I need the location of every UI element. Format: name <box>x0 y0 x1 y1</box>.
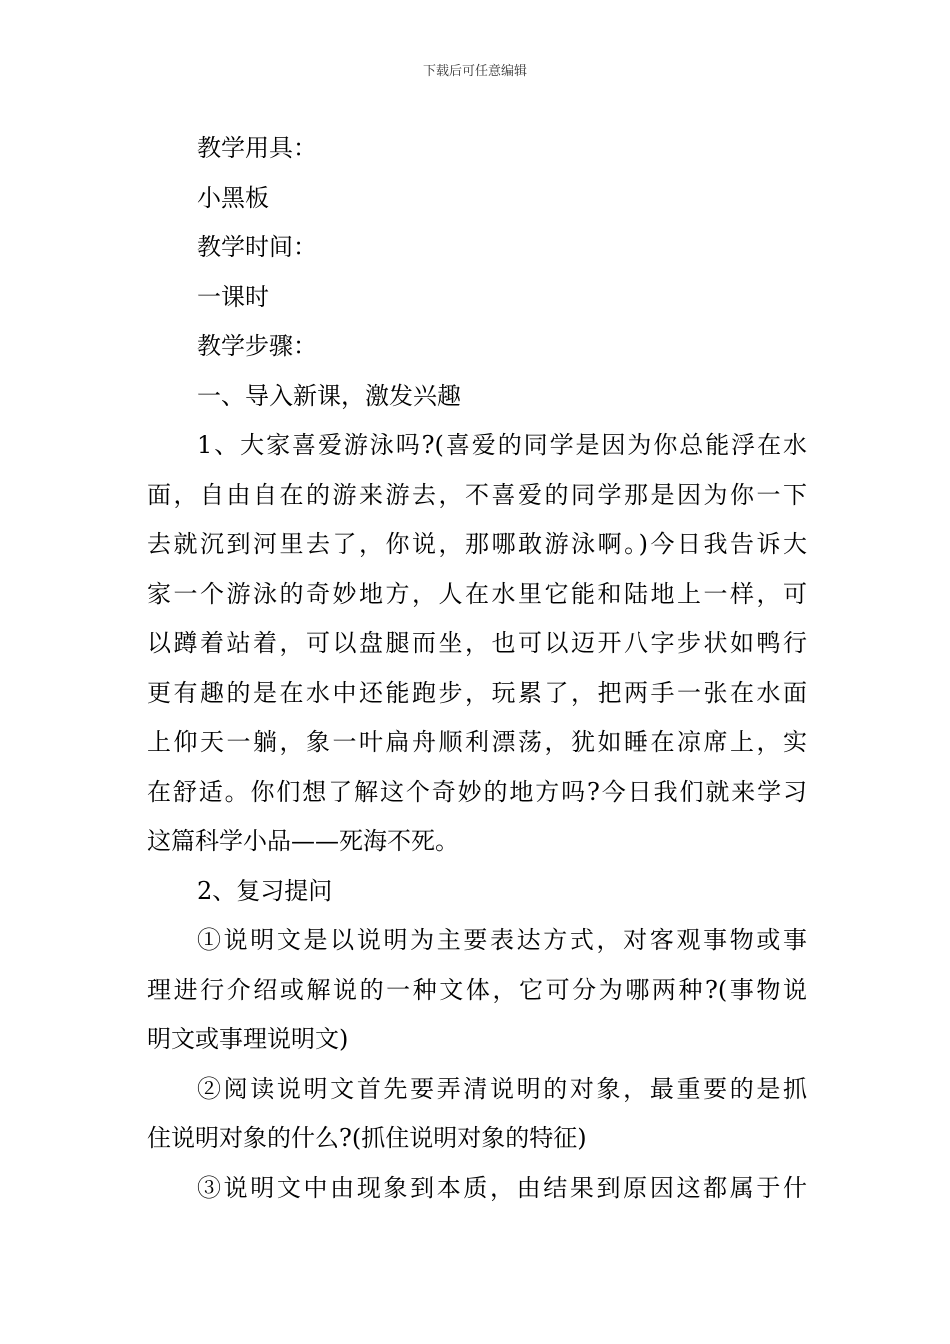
text-line: ②阅读说明文首先要弄清说明的对象，最重要的是抓 <box>197 1074 807 1103</box>
text-line: 上仰天一躺，象一叶扁舟顺利漂荡，犹如睡在凉席上，实 <box>147 728 807 756</box>
text-line: 一、导入新课，激发兴趣 <box>197 381 461 410</box>
text-line: 以蹲着站着，可以盘腿而坐，也可以迈开八字步状如鸭行 <box>147 629 807 657</box>
text-line: 更有趣的是在水中还能跑步，玩累了，把两手一张在水面 <box>147 678 807 707</box>
text-line: 1、大家喜爱游泳吗?(喜爱的同学是因为你总能浮在水 <box>197 431 807 459</box>
text-line: 住说明对象的什么?(抓住说明对象的特征) <box>147 1124 587 1152</box>
text-line: 一课时 <box>197 282 269 311</box>
text-line: 理进行介绍或解说的一种文体，它可分为哪两种?(事物说 <box>147 975 807 1004</box>
text-line: 小黑板 <box>197 183 269 212</box>
document-body <box>147 124 807 1213</box>
text-line: 家一个游泳的奇妙地方，人在水里它能和陆地上一样，可 <box>147 579 807 608</box>
text-line: 这篇科学小品——死海不死。 <box>147 827 459 855</box>
text-line: ①说明文是以说明为主要表达方式，对客观事物或事 <box>197 926 807 954</box>
text-line: 面，自由自在的游来游去，不喜爱的同学那是因为你一下 <box>147 480 807 509</box>
text-line: 在舒适。你们想了解这个奇妙的地方吗?今日我们就来学习 <box>147 777 807 806</box>
text-line: 教学用具： <box>197 134 317 162</box>
text-line: 教学步骤： <box>197 332 317 360</box>
text-line: 明文或事理说明文) <box>147 1025 349 1053</box>
page-header-note: 下载后可任意编辑 <box>422 64 527 79</box>
text-line: 2、复习提问 <box>197 876 333 905</box>
text-line: ③说明文中由现象到本质，由结果到原因这都属于什 <box>197 1173 807 1202</box>
text-line: 去就沉到河里去了，你说，那哪敢游泳啊。)今日我告诉大 <box>147 530 807 558</box>
text-line: 教学时间： <box>197 233 317 261</box>
